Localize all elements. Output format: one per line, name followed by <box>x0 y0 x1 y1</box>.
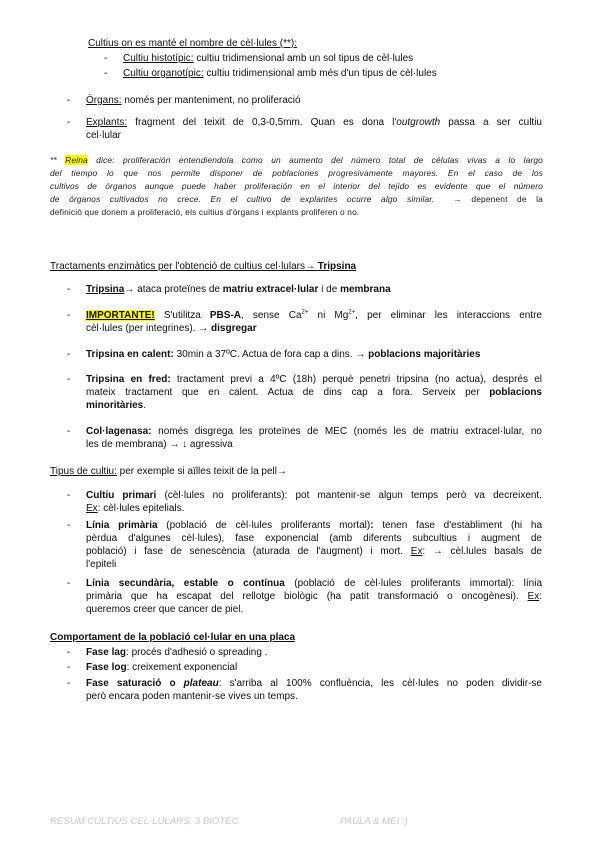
bullet-dash: - <box>67 117 71 128</box>
list-item-linia-secundaria: Línia secundària, estable o contínua (població de cèl·lules proliferants immortal): línia primària que ha escapat del rellotge biològic (ha patit transformació o oncogènesi). Ex: queremos creer que cancer de piel. <box>86 578 543 615</box>
footer-authors: PAULA & MEI :) <box>340 816 408 827</box>
bullet-dash: - <box>67 578 71 589</box>
enzymatic-heading: Tractaments enzimàtics per l'obtenció de cultius cel·lulars→ Tripsina <box>50 261 357 272</box>
placa-heading: Comportament de la població cel·lular en una placa <box>50 632 296 643</box>
bullet-dash: - <box>67 374 71 385</box>
list-item-organotipic: Cultiu organotípic: cultiu tridimensional amb més d'un tipus de cèl·lules <box>123 68 437 79</box>
footer-title: RESUM CULTIUS CEL·LULARS, 3 BIOTEC <box>50 816 239 827</box>
list-item-calent: Tripsina en calent: 30min a 37ºC. Actua de fora cap a dins. → poblacions majoritàries <box>86 349 481 360</box>
bullet-dash: - <box>104 68 108 79</box>
tipus-heading: Tipus de cultiu: per exemple si aïlles teixit de la pell→ <box>50 466 287 477</box>
list-item-linia-primaria: Línia primària (població de cèl·lules proliferants mortal): tenen fase d'establiment (hi ha pèrdua d'algunes cèl·lules), fase exponencial (amb diferents subcultius i augment de població) i fase de senescència (aturada de l'augment) i mort. Ex: → cèl.lules basals de l'epiteli <box>86 520 543 570</box>
list-item-fase-saturacio: Fase saturació o plateau: s'arriba al 100% confluència, les cèl·lules no poden dividir-se però encara poden mantenir-se vives un temps. <box>86 678 542 702</box>
list-item-fase-lag: Fase lag: procés d'adhesió o spreading . <box>86 647 268 658</box>
bullet-dash: - <box>67 490 71 501</box>
list-item-histotipic: Cultiu histotípic: cultiu tridimensional amb un sol tipus de cèl·lules <box>123 53 414 64</box>
bullet-dash: - <box>67 678 71 689</box>
list-item-explants: Explants: fragment del teixit de 0,3-0,5mm. Quan es dona l'outgrowth passa a ser cultiu cel·lular <box>86 117 542 141</box>
bullet-dash: - <box>104 53 108 64</box>
bullet-dash: - <box>67 284 71 295</box>
bullet-dash: - <box>67 310 71 321</box>
list-item-tripsina: Tripsina→ ataca proteïnes de matriu extracel·lular i de membrana <box>86 284 391 295</box>
list-item-colagenasa: Col·lagenasa: només disgrega les proteïnes de MEC (només les de matriu extracel·lular, no les de membrana) → ↓ agressiva <box>86 426 542 450</box>
list-item-important: IMPORTANTE! S'utilitza PBS-A, sense $Ca^{2+}$ ni $Mg^{2+}$, per eliminar les interaccions entre cèl·lules (per integrines). → disgregar <box>86 309 542 334</box>
list-item-fase-log: Fase log: creixement exponencial <box>86 662 238 673</box>
list-item-fred: Tripsina en fred: tractament previ a 4ºC (18h) perquè penetri tripsina (no actua), després el mateix tractament que en calent. Actua de dins cap a fora. Serveix per poblacions minoritàries. <box>86 374 543 411</box>
bullet-dash: - <box>67 662 71 673</box>
bullet-dash: - <box>67 349 71 360</box>
bullet-dash: - <box>67 520 71 531</box>
list-item-organs: Òrgans: només per manteniment, no proliferació <box>86 95 301 106</box>
highlight-reina: Reina <box>65 155 88 165</box>
bullet-dash: - <box>67 426 71 437</box>
bullet-dash: - <box>67 95 71 106</box>
bullet-dash: - <box>67 647 71 658</box>
reina-note: ** Reina dice: proliferación entendiendola como un aumento del número total de células vivas a lo largo del tiempo lo que nos permite disponer de poblaciones progresivamente mayores. En el caso de los cultivos de órganos aunque puede haber proliferación en el interior del tejido es evidente que el número de órganos cultivados no crece. En el cultivo de explantes ocurre algo similar. → depenent de la definició que donem a proliferació, els cultius d'òrgans i explants proliferen o no. <box>50 155 543 217</box>
cultius-heading: Cultius on es manté el nombre de cèl·lules (**): <box>88 38 297 49</box>
list-item-cultiu-primari: Cultiu primari (cèl·lules no proliferants): pot mantenir-se algun temps però va decreixent. Ex: cèl·lules epitelials. <box>86 490 542 514</box>
